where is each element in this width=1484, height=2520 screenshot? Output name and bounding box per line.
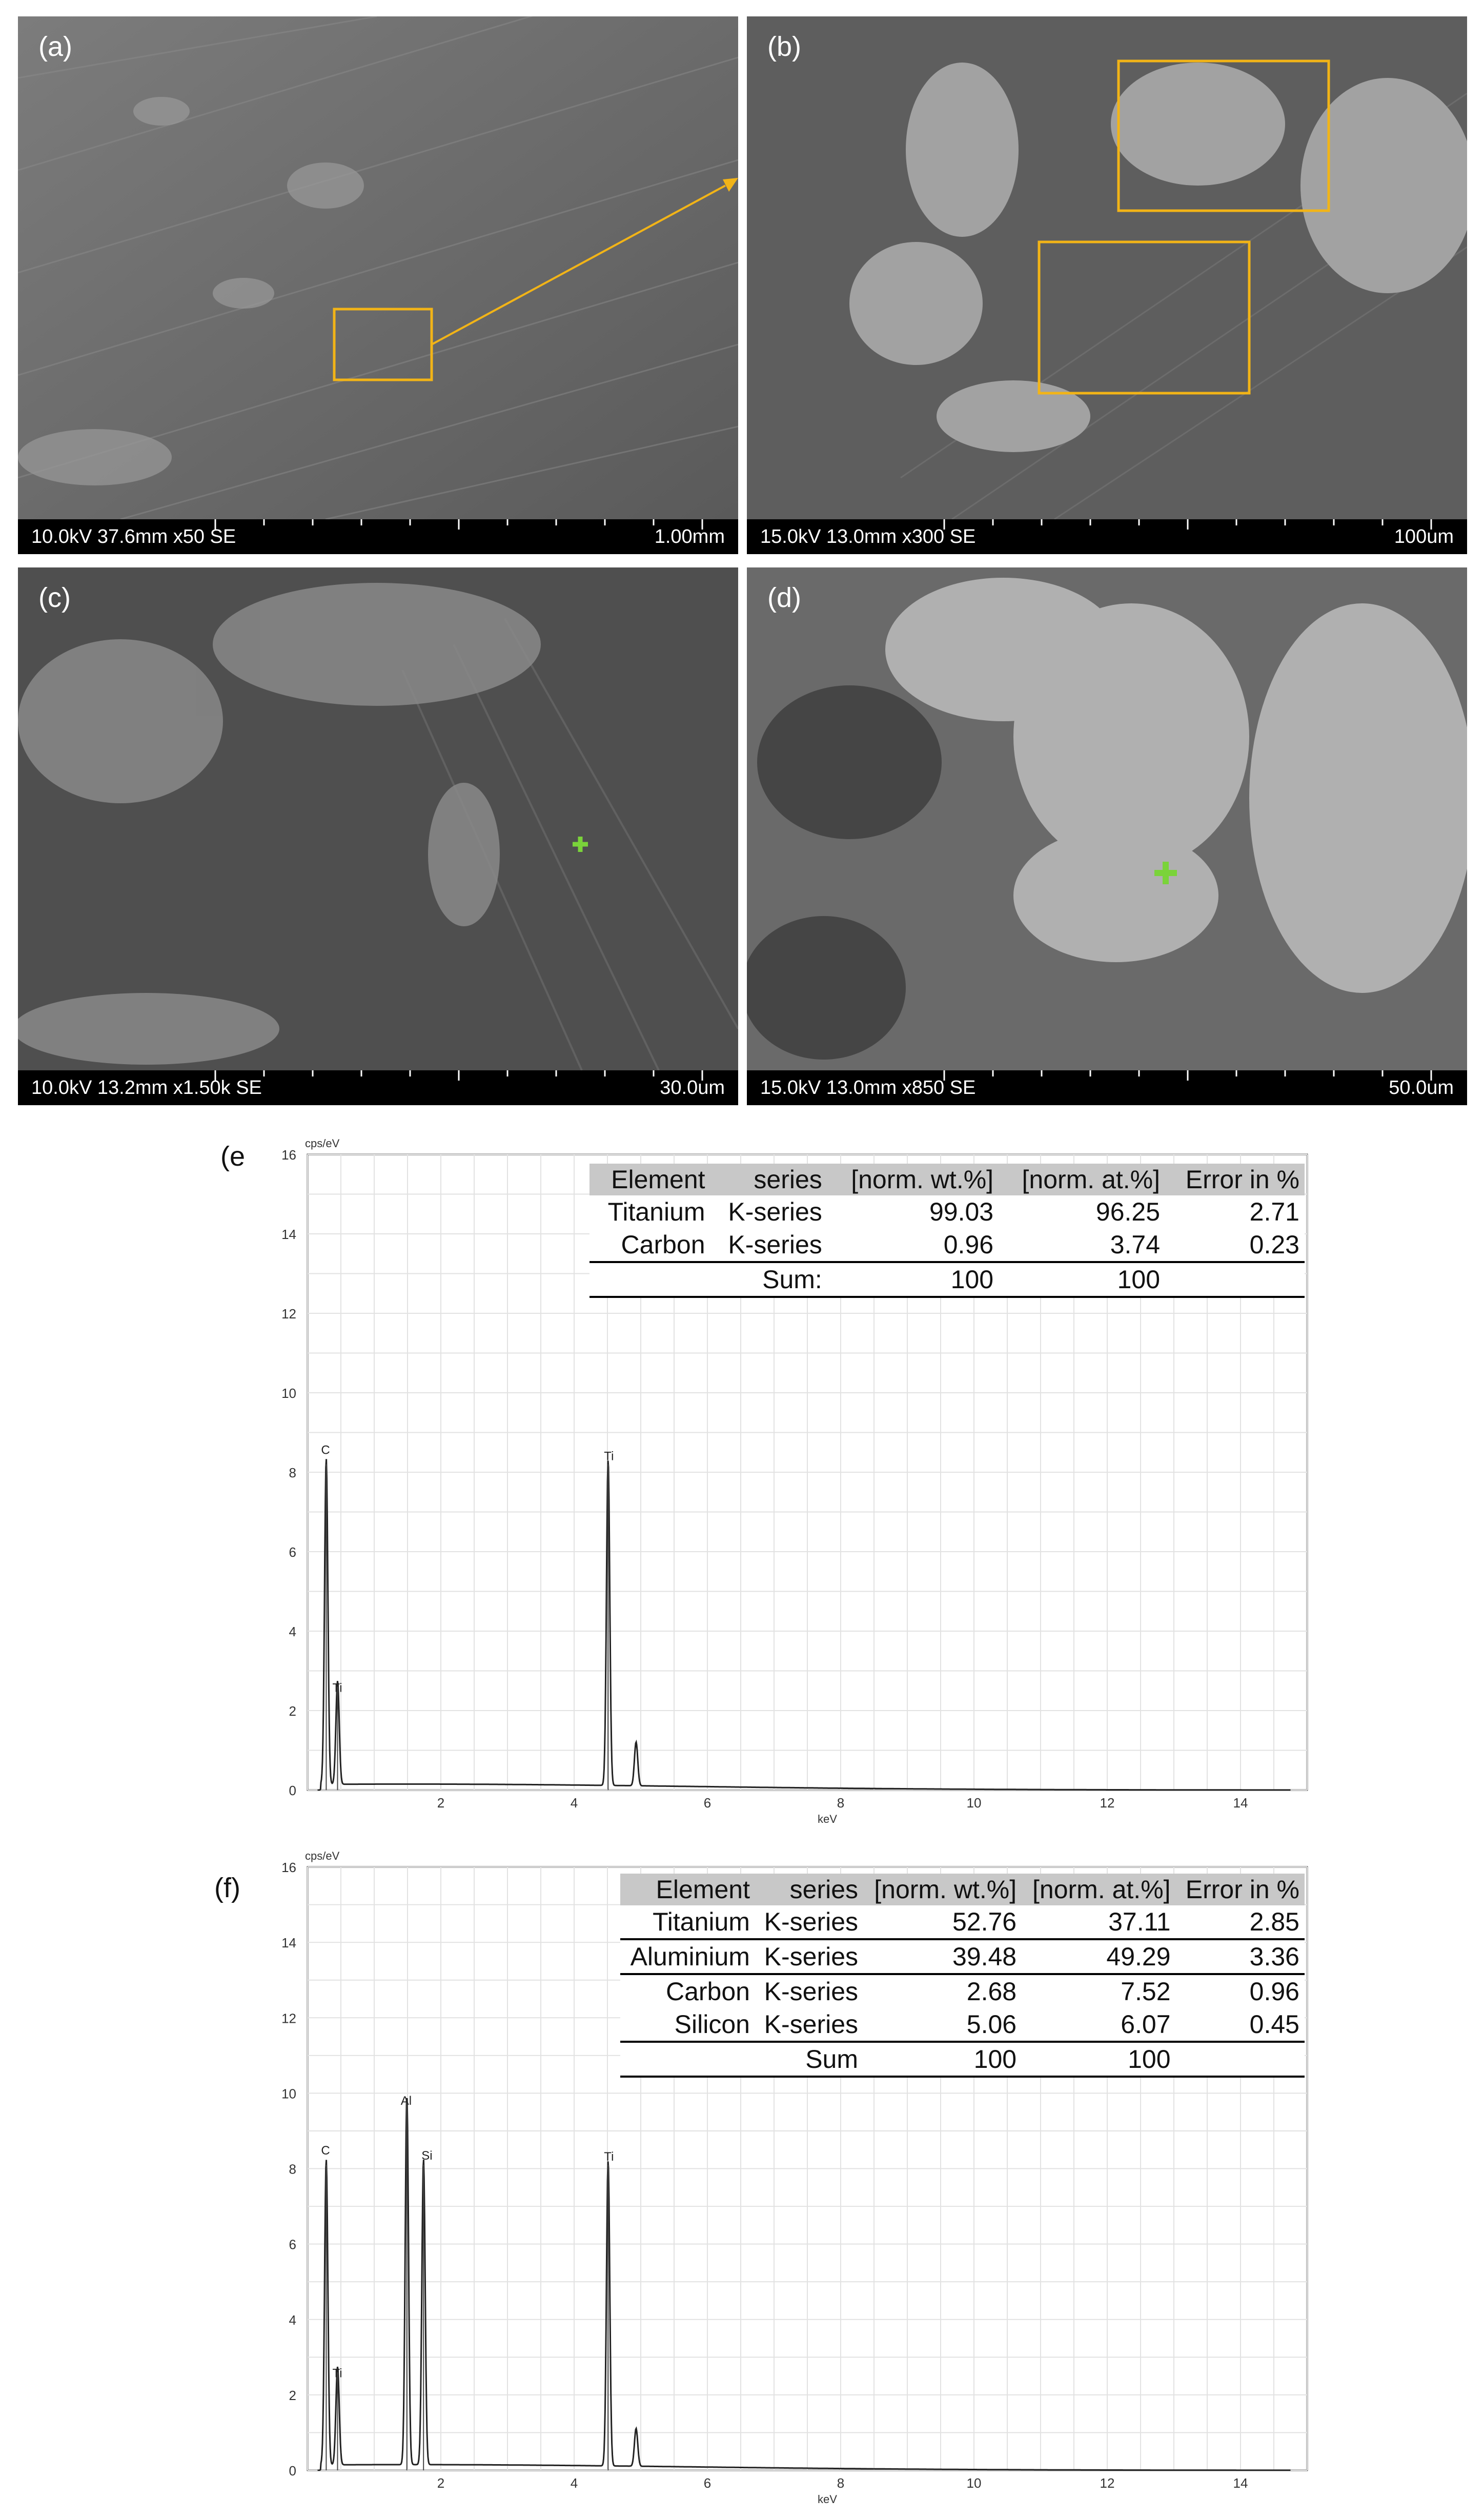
cell: 49.29 [1022,1939,1175,1974]
x-tick-label: 8 [837,2475,845,2491]
composition-table-e [589,1164,1305,1298]
table-row [589,1195,1305,1228]
x-tick-label: 6 [703,2475,711,2491]
col-header: series [755,1874,863,1905]
sem-image-d [747,567,1467,1070]
cell: Sum: [710,1262,827,1297]
cell: 39.48 [863,1939,1022,1974]
x-tick-label: 8 [837,1795,845,1811]
cell: 100 [1022,2042,1175,2077]
x-tick-label: 10 [966,2475,982,2491]
peak-label: C [321,1443,330,1457]
y-tick-label: 10 [281,1386,296,1401]
col-header: Element [589,1164,710,1195]
table-sum-row [620,2042,1305,2077]
cell: K-series [728,1230,822,1259]
scale-bar-b: 100um [1394,526,1454,547]
y-axis-label: cps/eV [305,1137,340,1150]
y-tick-label: 4 [289,1624,296,1639]
col-header: series [710,1164,827,1195]
x-tick-label: 12 [1100,2475,1115,2491]
x-tick-label: 2 [437,1795,445,1811]
cell: 100 [999,1262,1165,1297]
table-row [589,1228,1305,1262]
cell: Titanium [653,1907,750,1936]
x-tick-label: 14 [1233,1795,1248,1811]
cell: 3.74 [1110,1230,1161,1259]
x-tick-label: 14 [1233,2475,1248,2491]
x-axis-label: keV [818,2493,837,2506]
scale-ticks-b [929,519,1467,530]
cell: K-series [755,1974,863,2008]
sem-panel-b [747,16,1467,554]
x-tick-label: 4 [570,2475,578,2491]
y-tick-label: 4 [289,2312,296,2328]
cell: Carbon [621,1230,705,1259]
peak-label: Ti [604,2150,614,2164]
col-header: Element [620,1874,755,1905]
peak-label: Ti [332,2366,342,2381]
cell [1165,1262,1305,1297]
peak-label: Ti [332,1681,342,1695]
x-axis-label: keV [818,1813,837,1825]
y-tick-label: 6 [289,1544,296,1560]
cell: K-series [764,1907,859,1936]
table-header-row [589,1164,1305,1195]
panel-label-e: (e [220,1141,246,1172]
y-tick-label: 8 [289,1465,296,1480]
y-tick-label: 14 [281,1227,296,1242]
y-tick-label: 12 [281,2010,296,2026]
sem-info-d: 15.0kV 13.0mm x850 SE [760,1077,976,1099]
sem-info-bar-c [18,1070,738,1105]
cell: K-series [728,1197,822,1226]
panel-label-b: (b) [767,31,801,62]
cell: 52.76 [952,1907,1017,1936]
cell: 5.06 [966,2010,1017,2039]
col-header: Error in % [1165,1164,1305,1195]
peak-label: Ti [604,1449,614,1464]
y-tick-label: 16 [281,1147,296,1163]
spectrum-line [318,2098,1291,2470]
sem-info-bar-a [18,519,738,554]
table-header-row [620,1874,1305,1905]
cell: 2.68 [863,1974,1022,2008]
col-header: [norm. at.%] [999,1164,1165,1195]
cell: 3.36 [1176,1939,1305,1974]
y-tick-label: 0 [289,2463,296,2478]
cell [589,1262,710,1297]
y-tick-label: 6 [289,2237,296,2252]
scale-ticks-c [200,1070,738,1081]
panel-label-d: (d) [767,582,801,613]
sem-image-c [18,567,738,1070]
x-tick-label: 6 [703,1795,711,1811]
sem-info-b: 15.0kV 13.0mm x300 SE [760,526,976,547]
scale-bar-a: 1.00mm [654,526,725,547]
cell [620,2042,755,2077]
col-header: [norm. wt.%] [827,1164,999,1195]
spectrum-line [318,1459,1291,1790]
col-header: [norm. at.%] [1022,1874,1175,1905]
cell: 100 [827,1262,999,1297]
cell: 0.23 [1249,1230,1299,1259]
cell: 2.85 [1249,1907,1299,1936]
y-axis-label: cps/eV [305,1850,340,1862]
y-tick-label: 2 [289,2387,296,2403]
sem-panel-a [18,16,738,554]
cell: 96.25 [1095,1197,1161,1226]
x-tick-label: 12 [1100,1795,1115,1811]
y-tick-label: 10 [281,2086,296,2102]
sem-info-bar-d [747,1070,1467,1105]
cell: Titanium [607,1197,705,1226]
x-tick-label: 4 [570,1795,578,1811]
y-tick-label: 2 [289,1703,296,1719]
peak-label: Si [421,2149,433,2163]
y-tick-label: 0 [289,1783,296,1798]
x-tick-label: 10 [966,1795,982,1811]
table-row [620,1939,1305,1974]
cell: 99.03 [929,1197,994,1226]
sem-panel-d [747,567,1467,1105]
sem-image-a [18,16,738,519]
cell: K-series [764,2010,859,2039]
sem-info-c: 10.0kV 13.2mm x1.50k SE [31,1077,262,1099]
cell: 2.71 [1249,1197,1299,1226]
cell: Carbon [620,1974,755,2008]
cell: Sum [755,2042,863,2077]
panel-label-c: (c) [38,582,71,613]
cell: K-series [755,1939,863,1974]
y-tick-label: 14 [281,1935,296,1951]
sem-info-bar-b [747,519,1467,554]
y-tick-label: 16 [281,1860,296,1875]
composition-table-f [620,1874,1305,2078]
peak-label: C [321,2144,330,2158]
cell: 7.52 [1022,1974,1175,2008]
scale-ticks-d [929,1070,1467,1081]
col-header: [norm. wt.%] [863,1874,1022,1905]
table-sum-row [589,1262,1305,1297]
cell: 0.96 [943,1230,994,1259]
cell: 6.07 [1121,2010,1171,2039]
scale-bar-c: 30.0um [660,1077,725,1099]
sem-info-a: 10.0kV 37.6mm x50 SE [31,526,236,547]
table-row [620,1974,1305,2008]
cell: Aluminium [620,1939,755,1974]
y-tick-label: 8 [289,2161,296,2177]
x-tick-label: 2 [437,2475,445,2491]
panel-label-f: (f) [214,1873,240,1903]
cell: 37.11 [1108,1907,1171,1936]
col-header: Error in % [1176,1874,1305,1905]
sem-image-b [747,16,1467,519]
table-row [620,1905,1305,1939]
cell: 0.45 [1249,2010,1299,2039]
peak-label: Al [400,2094,412,2108]
cell [1176,2042,1305,2077]
scale-bar-d: 50.0um [1389,1077,1454,1099]
panel-label-a: (a) [38,31,72,62]
y-tick-label: 12 [281,1306,296,1322]
table-row [620,2008,1305,2042]
sem-panel-c [18,567,738,1105]
cell: 100 [863,2042,1022,2077]
cell: Silicon [674,2010,750,2039]
cell: 0.96 [1176,1974,1305,2008]
